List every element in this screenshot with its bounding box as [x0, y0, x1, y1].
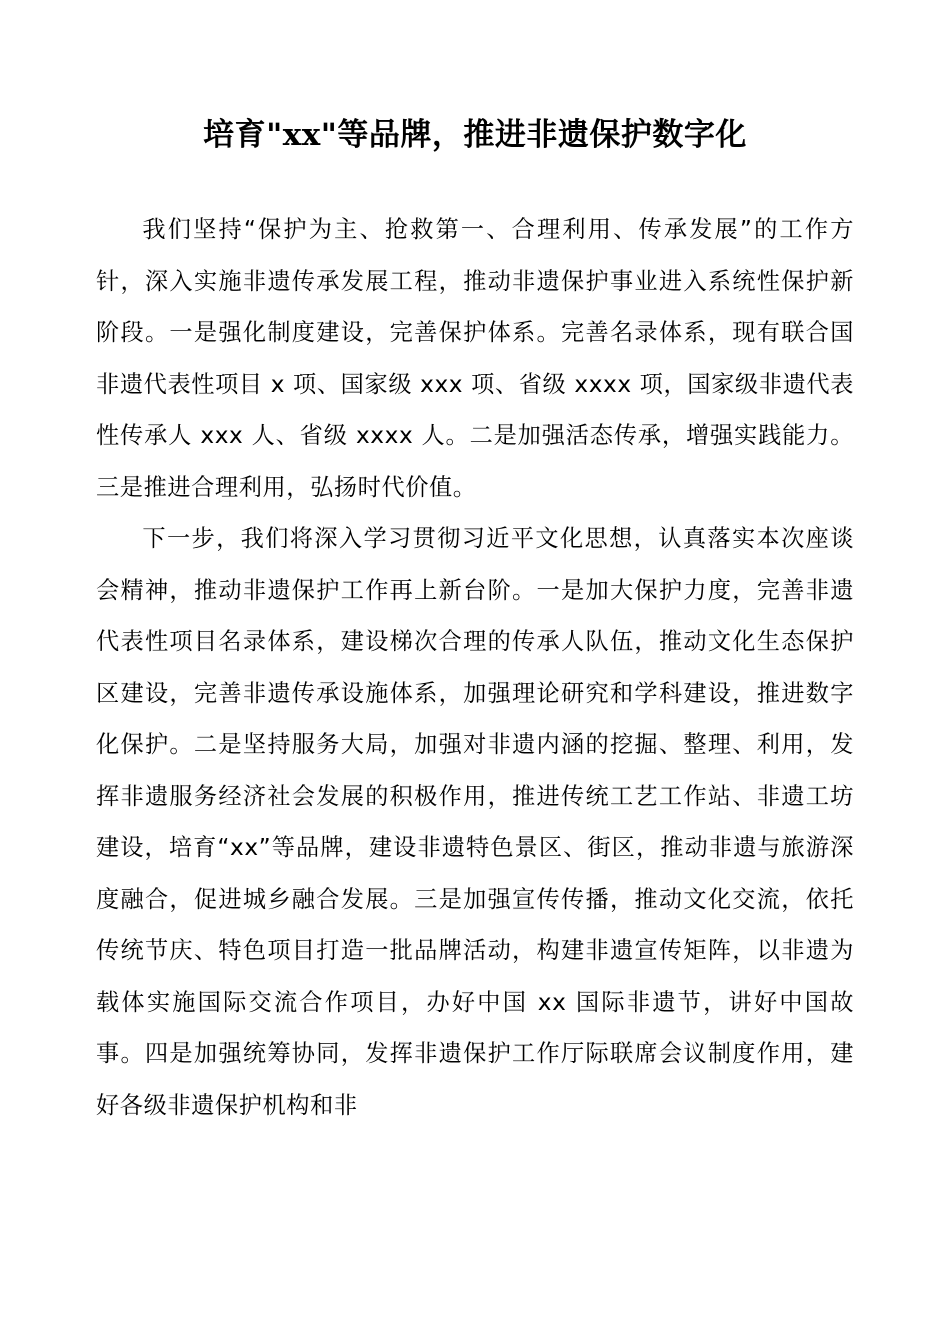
document-body	[96, 204, 854, 1131]
page-title: 培育"xx"等品牌，推进非遗保护数字化	[203, 117, 747, 153]
paragraph: 我们坚持“保护为主、抢救第一、合理利用、传承发展”的工作方针，深入实施非遗传承发展工程，推动非遗保护事业进入系统性保护新阶段。一是强化制度建设，完善保护体系。完善名录体系，现有联合国非遗代表性项目 x 项、国家级 xxx 项、省级 xxxx 项，国家级非遗代表性传承人 xxx 人、省级 xxxx 人。二是加强活态传承，增强实践能力。三是推进合理利用，弘扬时代价值。	[96, 216, 854, 501]
paragraph: 下一步，我们将深入学习贯彻习近平文化思想，认真落实本次座谈会精神，推动非遗保护工作再上新台阶。一是加大保护力度，完善非遗代表性项目名录体系，建设梯次合理的传承人队伍，推动文化生态保护区建设，完善非遗传承设施体系，加强理论研究和学科建设，推进数字化保护。二是坚持服务大局，加强对非遗内涵的挖掘、整理、利用，发挥非遗服务经济社会发展的积极作用，推进传统工艺工作站、非遗工坊建设，培育“xx”等品牌，建设非遗特色景区、街区，推动非遗与旅游深度融合，促进城乡融合发展。三是加强宣传传播，推动文化交流，依托传统节庆、特色项目打造一批品牌活动，构建非遗宣传矩阵，以非遗为载体实施国际交流合作项目，办好中国 xx 国际非遗节，讲好中国故事。四是加强统筹协同，发挥非遗保护工作厅际联席会议制度作用，建好各级非遗保护机构和非	[96, 525, 854, 1119]
